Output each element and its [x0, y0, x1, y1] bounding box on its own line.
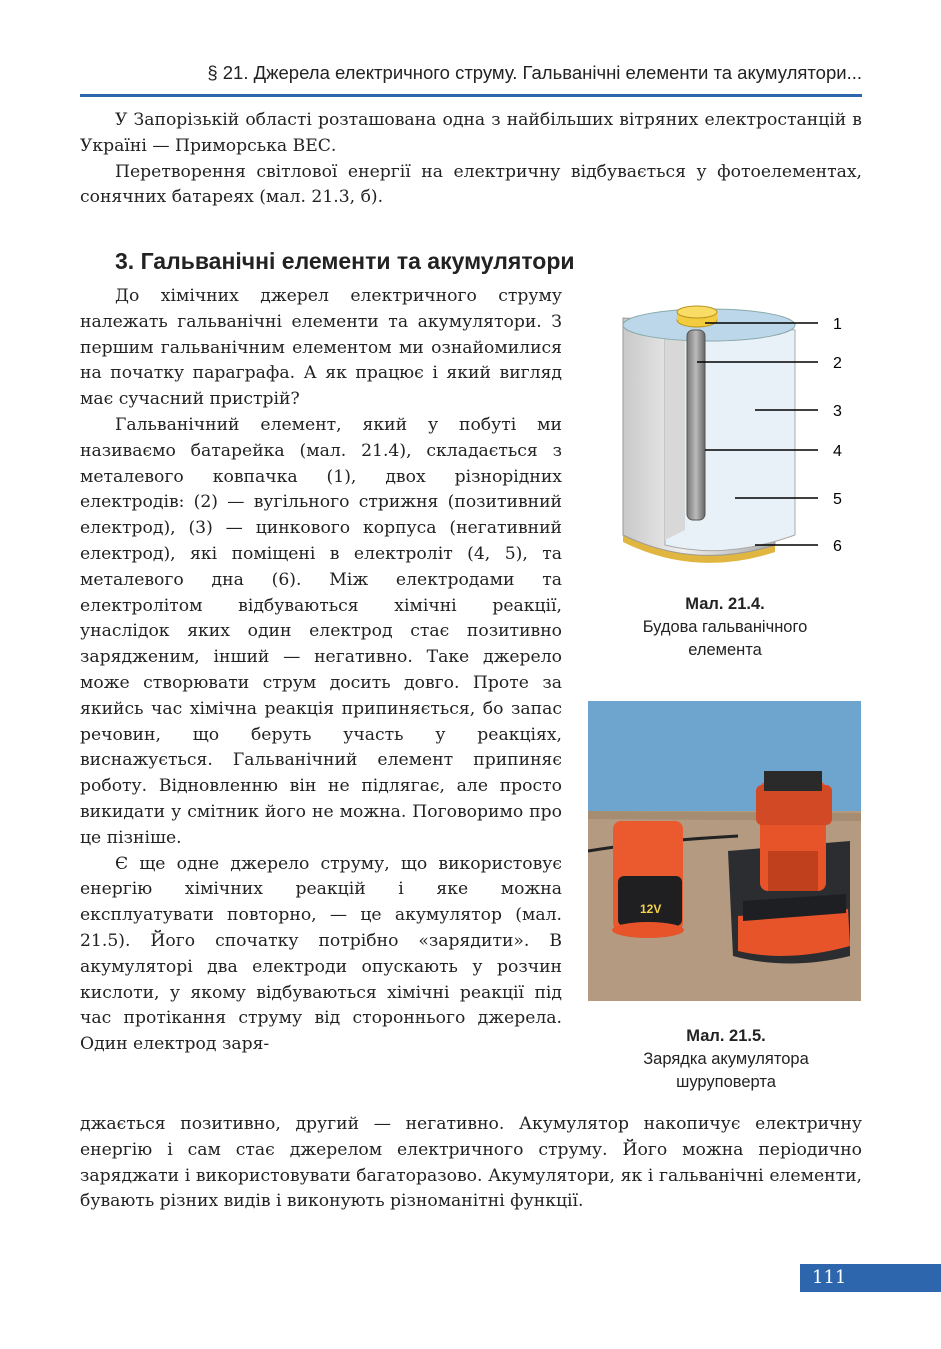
- figure-21-4-number: Мал. 21.4.: [685, 595, 765, 613]
- battery-charger-photo: [588, 701, 861, 1001]
- label-4: 4: [833, 443, 842, 460]
- metal-cap-top: [677, 306, 717, 318]
- full-width-text: [80, 1112, 862, 1215]
- paragraph-3-continued: джається позитивно, другий — негативно. Акумулятор накопичує електричну енергію і сам стає джерелом електричного струму. Його можна періодично заряджати і використовувати багаторазово. Акумулятори, як і гальванічні елементи, бувають різних видів і виконують різноманітні функції.: [80, 1114, 862, 1212]
- label-2: 2: [833, 355, 842, 372]
- figure-21-4-caption-line-1: Будова гальванічного: [642, 618, 808, 636]
- label-6: 6: [833, 538, 842, 555]
- label-3: 3: [833, 403, 842, 420]
- figure-21-5-number: Мал. 21.5.: [686, 1027, 766, 1045]
- casing-wall: [665, 335, 685, 540]
- galvanic-cell-diagram: [605, 290, 865, 575]
- paragraph-3: Є ще одне джерело струму, що використовує енергію хімічних реакцій і яке можна експлуатувати повторно, — це акумулятор (мал. 21.5). Його спочатку потрібно «зарядити». В акумуляторі два електроди опускають у розчин кислоти, у якому відбуваються хімічні реакції під час протікання струму від стороннього джерела. Один електрод заря-: [80, 853, 562, 1055]
- figure-21-4-caption-line-2: елемента: [688, 641, 762, 659]
- figure-21-4-caption: [595, 593, 855, 662]
- battery-voltage-label: 12V: [640, 902, 662, 916]
- running-title: § 21. Джерела електричного струму. Гальванічні елементи та акумулятори...: [207, 62, 862, 83]
- intro-paragraph-1: У Запорізькій області розташована одна з найбільших вітряних електростанцій в Україні — Приморська ВЕС.: [80, 110, 862, 156]
- section-title: 3. Гальванічні елементи та акумулятори: [115, 248, 575, 274]
- figure-21-5-caption-line-1: Зарядка акумулятора: [643, 1050, 809, 1068]
- label-5: 5: [833, 491, 842, 508]
- label-1: 1: [833, 316, 842, 333]
- carbon-rod: [687, 330, 705, 520]
- intro-paragraph-2: Перетворення світлової енергії на електричну відбувається у фотоелементах, сонячних батареях (мал. 21.3, б).: [80, 161, 862, 208]
- column-text: [80, 284, 562, 1058]
- intro-text: [80, 108, 862, 211]
- page-number: 111: [800, 1264, 941, 1292]
- figure-21-5-caption-line-2: шуруповерта: [676, 1073, 776, 1091]
- paragraph-2: Гальванічний елемент, який у побуті ми називаємо батарейка (мал. 21.4), складається з металевого ковпачка (1), двох різнорідних електродів: (2) — вугільного стрижня (позитивний електрод), (3) — цинкового корпуса (негативний електрод), які поміщені в електроліт (4, 5), та металевого дна (6). Між електродами та електролітом відбуваються хімічні реакції, унаслідок яких один електрод стає позитивно зарядженим, інший — негативно. Таке джерело може створювати струм досить довго. Проте за якийсь час хімічна реакція припиняється, бо запас речовин, що беруть участь у реакціях, виснажується. Гальванічний елемент припиняє роботу. Відновленню він не підлягає, але просто викидати у смітник його не можна. Поговоримо про це пізніше.: [80, 414, 562, 848]
- paragraph-1: До хімічних джерел електричного струму належать гальванічні елементи та акумулятори. З першим гальванічним елементом ми ознайомилися на початку параграфа. А як працює і який вигляд має сучасний пристрій?: [80, 286, 562, 410]
- page-header: [80, 58, 862, 97]
- figure-21-5-caption: [596, 1025, 856, 1094]
